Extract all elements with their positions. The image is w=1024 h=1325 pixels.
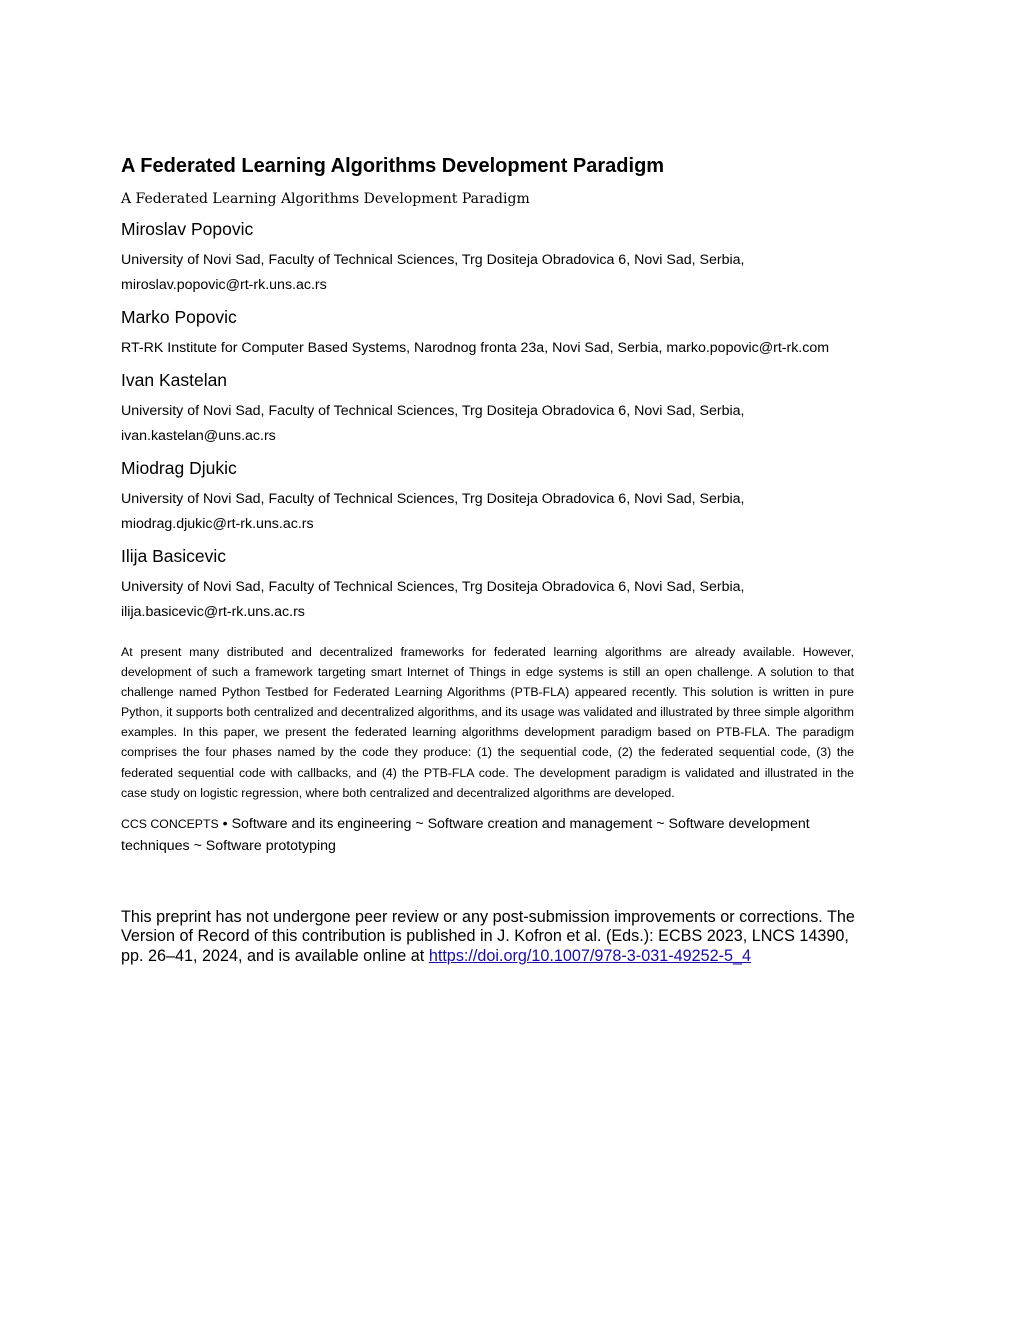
paper-page: [121, 150, 854, 966]
doi-link[interactable]: https://doi.org/10.1007/978-3-031-49252-5_4: [428, 946, 752, 965]
abstract: At present many distributed and decentralized frameworks for federated learning algorithms are already available. However, development of such a framework targeting smart Internet of Things in edge systems is still an open challenge. A solution to that challenge named Python Testbed for Federated Learning Algorithms (PTB-FLA) appeared recently. This solution is written in pure Python, it supports both centralized and decentralized algorithms, and its usage was validated and illustrated by three simple algorithm examples. In this paper, we present the federated learning algorithms development paradigm based on PTB-FLA. The paradigm comprises the four phases named by the code they produce: (1) the sequential code, (2) the federated sequential code, (3) the federated sequential code with callbacks, and (4) the PTB-FLA code. The development paradigm is validated and illustrated in the case study on logistic regression, where both centralized and decentralized algorithms are developed.: [121, 645, 854, 800]
author-block: [121, 543, 854, 625]
preprint-notice: [121, 908, 861, 967]
ccs-text: Software and its engineering ~ Software creation and management ~ Software development techniques ~ Software prototyping: [121, 815, 810, 855]
preprint-text: This preprint has not undergone peer review or any post-submission improvements or corrections. The Version of Record of this contribution is published in J. Kofron et al. (Eds.): ECBS 2023, LNCS 14390, pp. 26–41, 2024, and is available online at: [121, 907, 855, 965]
author-block: [121, 304, 854, 361]
author-affiliation: University of Novi Sad, Faculty of Technical Sciences, Trg Dositeja Obradovica 6, Novi Sad, Serbia, ilija.basicevic@rt-rk.uns.ac.rs: [121, 579, 745, 620]
author-name: Ilija Basicevic: [121, 546, 227, 566]
ccs-label: CCS CONCEPTS: [121, 816, 219, 831]
author-affiliation: University of Novi Sad, Faculty of Technical Sciences, Trg Dositeja Obradovica 6, Novi Sad, Serbia, miodrag.djukic@rt-rk.uns.ac.rs: [121, 491, 745, 532]
author-block: [121, 367, 854, 449]
author-affiliation: University of Novi Sad, Faculty of Technical Sciences, Trg Dositeja Obradovica 6, Novi Sad, Serbia, miroslav.popovic@rt-rk.uns.ac.rs: [121, 252, 745, 293]
author-block: [121, 455, 854, 537]
author-name: Miodrag Djukic: [121, 458, 237, 478]
ccs-bullet: •: [222, 815, 228, 832]
paper-title: A Federated Learning Algorithms Development Paradigm: [121, 155, 665, 177]
ccs-concepts: [121, 813, 854, 858]
author-affiliation: RT-RK Institute for Computer Based Systems, Narodnog fronta 23a, Novi Sad, Serbia, marko.popovic@rt-rk.com: [121, 340, 830, 356]
author-name: Miroslav Popovic: [121, 219, 254, 239]
author-affiliation: University of Novi Sad, Faculty of Technical Sciences, Trg Dositeja Obradovica 6, Novi Sad, Serbia, ivan.kastelan@uns.ac.rs: [121, 403, 745, 444]
author-block: [121, 216, 854, 298]
paper-subtitle: A Federated Learning Algorithms Development Paradigm: [121, 191, 530, 207]
author-name: Marko Popovic: [121, 307, 237, 327]
author-name: Ivan Kastelan: [121, 370, 228, 390]
